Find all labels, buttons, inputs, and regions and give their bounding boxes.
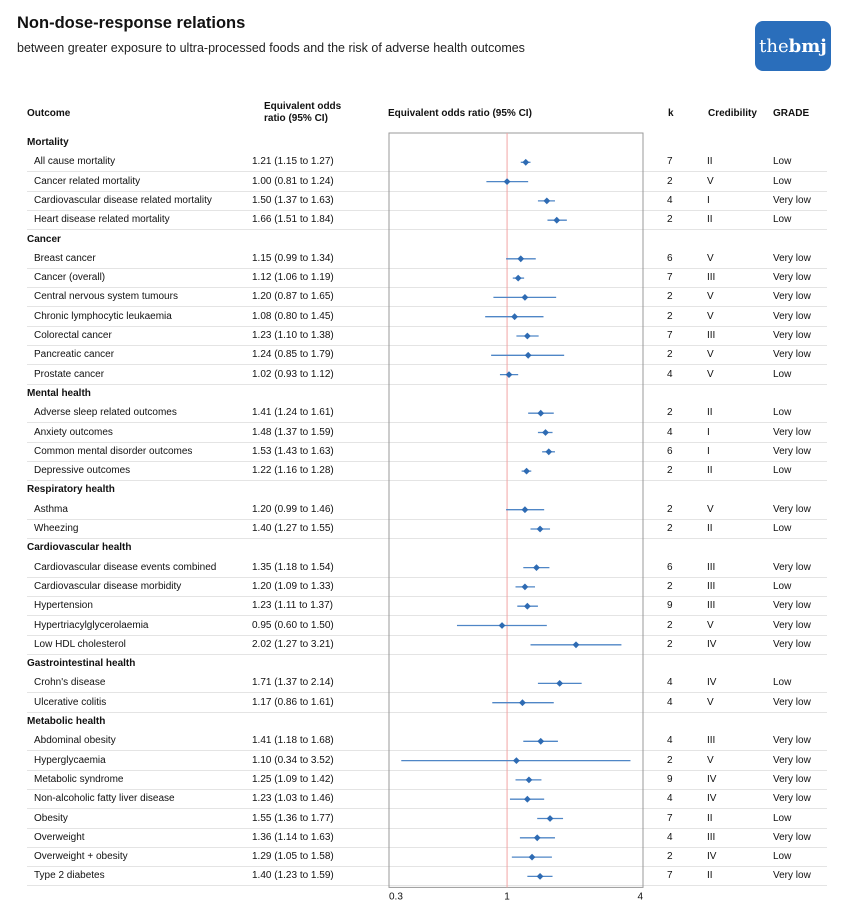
estimate-marker — [553, 217, 560, 224]
outcome-label: Depressive outcomes — [34, 465, 131, 477]
estimate-marker — [511, 313, 518, 320]
estimate-marker — [524, 796, 531, 803]
grade-value: Low — [773, 812, 792, 824]
credibility-value: II — [707, 214, 713, 226]
k-value: 4 — [667, 831, 673, 843]
outcome-label: Hyperglycaemia — [34, 754, 106, 766]
outcome-label: Cancer (overall) — [34, 272, 106, 284]
odds-ratio-text: 1.25 (1.09 to 1.42) — [252, 773, 334, 785]
group-label: Gastrointestinal health — [27, 658, 136, 670]
grade-value: Very low — [773, 793, 811, 805]
k-value: 2 — [667, 349, 673, 361]
logo-prefix: the — [759, 35, 789, 57]
odds-ratio-text: 1.71 (1.37 to 2.14) — [252, 677, 334, 689]
credibility-value: IV — [707, 793, 717, 805]
group-label: Cancer — [27, 233, 61, 245]
odds-ratio-text: 1.02 (0.93 to 1.12) — [252, 368, 334, 380]
group-label: Metabolic health — [27, 716, 106, 727]
outcome-label: Crohn's disease — [34, 677, 106, 689]
outcome-label: Asthma — [34, 503, 68, 515]
odds-ratio-text: 1.29 (1.05 to 1.58) — [252, 851, 334, 863]
k-value: 4 — [667, 194, 673, 206]
outcome-label: Type 2 diabetes — [34, 870, 105, 882]
grade-value: Very low — [773, 735, 811, 747]
col-header-outcome: Outcome — [27, 108, 71, 119]
credibility-value: I — [707, 194, 710, 206]
k-value: 7 — [667, 272, 673, 284]
grade-value: Very low — [773, 773, 811, 785]
x-tick-label: 1 — [504, 891, 510, 903]
k-value: 2 — [667, 175, 673, 187]
k-value: 7 — [667, 330, 673, 341]
credibility-value: II — [707, 870, 713, 882]
estimate-marker — [556, 680, 563, 687]
grade-value: Very low — [773, 696, 811, 708]
credibility-value: V — [707, 696, 714, 708]
grade-value: Low — [773, 677, 792, 689]
grade-value: Very low — [773, 252, 811, 264]
odds-ratio-text: 1.21 (1.15 to 1.27) — [252, 156, 334, 168]
grade-value: Low — [773, 214, 792, 226]
estimate-marker — [529, 854, 536, 861]
outcome-label: Obesity — [34, 812, 68, 824]
credibility-value: V — [707, 754, 714, 766]
grade-value: Low — [773, 156, 792, 168]
grade-value: Very low — [773, 426, 811, 438]
grade-value: Low — [773, 175, 792, 187]
x-tick-label: 4 — [637, 891, 643, 903]
k-value: 4 — [667, 368, 673, 380]
grade-value: Very low — [773, 272, 811, 284]
credibility-value: V — [707, 503, 714, 515]
outcome-label: All cause mortality — [34, 156, 116, 168]
odds-ratio-text: 1.35 (1.18 to 1.54) — [252, 561, 334, 573]
grade-value: Very low — [773, 870, 811, 882]
col-header-plot: Equivalent odds ratio (95% CI) — [388, 108, 532, 119]
k-value: 2 — [667, 638, 673, 650]
outcome-label: Adverse sleep related outcomes — [34, 407, 177, 419]
k-value: 4 — [667, 426, 673, 438]
estimate-marker — [524, 333, 531, 340]
k-value: 2 — [667, 291, 673, 303]
group-label: Mental health — [27, 387, 91, 399]
estimate-marker — [526, 777, 533, 784]
outcome-label: Common mental disorder outcomes — [34, 445, 193, 457]
estimate-marker — [573, 641, 580, 648]
grade-value: Very low — [773, 349, 811, 361]
grade-value: Very low — [773, 619, 811, 631]
odds-ratio-text: 1.00 (0.81 to 1.24) — [252, 175, 334, 187]
estimate-marker — [534, 834, 541, 841]
outcome-label: Breast cancer — [34, 252, 96, 264]
odds-ratio-text: 1.10 (0.34 to 3.52) — [252, 754, 334, 766]
odds-ratio-text: 1.48 (1.37 to 1.59) — [252, 426, 334, 438]
odds-ratio-text: 1.41 (1.18 to 1.68) — [252, 735, 334, 747]
estimate-marker — [515, 275, 522, 282]
estimate-marker — [522, 159, 529, 166]
odds-ratio-text: 1.24 (0.85 to 1.79) — [252, 349, 334, 361]
odds-ratio-text: 1.50 (1.37 to 1.63) — [252, 194, 334, 206]
k-value: 2 — [667, 619, 673, 631]
grade-value: Very low — [773, 831, 811, 843]
odds-ratio-text: 1.12 (1.06 to 1.19) — [252, 272, 334, 284]
odds-ratio-text: 1.66 (1.51 to 1.84) — [252, 214, 334, 226]
x-tick-label: 0.3 — [389, 891, 403, 903]
estimate-marker — [523, 468, 530, 475]
outcome-label: Overweight + obesity — [34, 851, 128, 863]
estimate-marker — [522, 294, 529, 301]
outcome-label: Cardiovascular disease morbidity — [34, 580, 182, 592]
k-value: 6 — [667, 445, 673, 457]
estimate-marker — [522, 506, 529, 513]
k-value: 7 — [667, 812, 673, 824]
grade-value: Very low — [773, 503, 811, 515]
estimate-marker — [543, 198, 550, 205]
credibility-value: IV — [707, 773, 717, 785]
k-value: 4 — [667, 735, 673, 747]
credibility-value: II — [707, 465, 713, 477]
credibility-value: III — [707, 735, 716, 747]
credibility-value: I — [707, 426, 710, 438]
credibility-value: IV — [707, 638, 717, 650]
grade-value: Very low — [773, 310, 811, 322]
outcome-label: Low HDL cholesterol — [34, 638, 126, 650]
k-value: 7 — [667, 156, 673, 168]
odds-ratio-text: 0.95 (0.60 to 1.50) — [252, 619, 334, 631]
outcome-label: Cardiovascular disease events combined — [34, 561, 217, 573]
outcome-label: Colorectal cancer — [34, 330, 112, 341]
odds-ratio-text: 1.08 (0.80 to 1.45) — [252, 310, 334, 322]
k-value: 9 — [667, 773, 673, 785]
grade-value: Low — [773, 580, 792, 592]
credibility-value: III — [707, 580, 716, 592]
outcome-label: Pancreatic cancer — [34, 349, 115, 361]
credibility-value: V — [707, 252, 714, 264]
col-header-or-line1: Equivalent odds — [264, 101, 342, 112]
credibility-value: V — [707, 619, 714, 631]
k-value: 4 — [667, 696, 673, 708]
grade-value: Very low — [773, 330, 811, 341]
group-label: Mortality — [27, 137, 69, 148]
grade-value: Very low — [773, 600, 811, 612]
k-value: 2 — [667, 465, 673, 477]
group-label: Cardiovascular health — [27, 542, 132, 554]
odds-ratio-text: 1.55 (1.36 to 1.77) — [252, 812, 334, 824]
outcome-label: Hypertriacylglycerolaemia — [34, 619, 149, 631]
odds-ratio-text: 1.15 (0.99 to 1.34) — [252, 252, 334, 264]
outcome-label: Ulcerative colitis — [34, 696, 107, 708]
k-value: 9 — [667, 600, 673, 612]
grade-value: Very low — [773, 561, 811, 573]
estimate-marker — [533, 564, 540, 571]
odds-ratio-text: 1.22 (1.16 to 1.28) — [252, 465, 334, 477]
odds-ratio-text: 1.53 (1.43 to 1.63) — [252, 445, 334, 457]
credibility-value: III — [707, 831, 716, 843]
credibility-value: V — [707, 175, 714, 187]
credibility-value: V — [707, 349, 714, 361]
credibility-value: II — [707, 407, 713, 419]
estimate-marker — [547, 815, 554, 822]
chart-subtitle: between greater exposure to ultra-processed foods and the risk of adverse health outcomes — [17, 41, 525, 55]
grade-value: Very low — [773, 194, 811, 206]
grade-value: Very low — [773, 638, 811, 650]
grade-value: Low — [773, 851, 792, 863]
estimate-marker — [522, 584, 529, 591]
col-header-grade: GRADE — [773, 108, 810, 119]
k-value: 2 — [667, 754, 673, 766]
estimate-marker — [537, 873, 544, 880]
chart-title: Non-dose-response relations — [17, 14, 246, 32]
odds-ratio-text: 1.41 (1.24 to 1.61) — [252, 407, 334, 419]
outcome-label: Anxiety outcomes — [34, 426, 113, 438]
k-value: 7 — [667, 870, 673, 882]
grade-value: Low — [773, 368, 792, 380]
credibility-value: II — [707, 523, 713, 534]
estimate-marker — [513, 757, 520, 764]
credibility-value: IV — [707, 677, 717, 689]
estimate-marker — [524, 603, 531, 610]
estimate-marker — [537, 738, 544, 745]
k-value: 2 — [667, 310, 673, 322]
odds-ratio-text: 1.17 (0.86 to 1.61) — [252, 696, 334, 708]
credibility-value: V — [707, 310, 714, 322]
odds-ratio-text: 1.20 (0.99 to 1.46) — [252, 503, 334, 515]
k-value: 2 — [667, 523, 673, 534]
estimate-marker — [517, 255, 524, 262]
grade-value: Very low — [773, 445, 811, 457]
outcome-label: Overweight — [34, 831, 85, 843]
k-value: 4 — [667, 677, 673, 689]
outcome-label: Metabolic syndrome — [34, 773, 124, 785]
credibility-value: V — [707, 368, 714, 380]
outcome-label: Cancer related mortality — [34, 175, 141, 187]
grade-value: Low — [773, 407, 792, 419]
credibility-value: IV — [707, 851, 717, 863]
credibility-value: II — [707, 156, 713, 168]
outcome-label: Non-alcoholic fatty liver disease — [34, 793, 175, 805]
odds-ratio-text: 1.23 (1.11 to 1.37) — [252, 600, 333, 612]
credibility-value: I — [707, 445, 710, 457]
k-value: 2 — [667, 503, 673, 515]
estimate-marker — [525, 352, 532, 359]
odds-ratio-text: 1.20 (1.09 to 1.33) — [252, 580, 334, 592]
group-label: Respiratory health — [27, 484, 115, 496]
logo-bold: bmj — [788, 35, 827, 57]
k-value: 2 — [667, 407, 673, 419]
grade-value: Low — [773, 523, 792, 534]
credibility-value: II — [707, 812, 713, 824]
credibility-value: III — [707, 600, 716, 612]
k-value: 4 — [667, 793, 673, 805]
odds-ratio-text: 1.20 (0.87 to 1.65) — [252, 291, 334, 303]
outcome-label: Hypertension — [34, 600, 93, 612]
outcome-label: Cardiovascular disease related mortality — [34, 194, 212, 206]
estimate-marker — [537, 410, 544, 417]
odds-ratio-text: 1.23 (1.10 to 1.38) — [252, 330, 334, 341]
k-value: 6 — [667, 252, 673, 264]
k-value: 2 — [667, 214, 673, 226]
estimate-marker — [504, 178, 511, 185]
odds-ratio-text: 1.23 (1.03 to 1.46) — [252, 793, 334, 805]
estimate-marker — [542, 429, 549, 436]
outcome-label: Central nervous system tumours — [34, 291, 178, 303]
grade-value: Very low — [773, 754, 811, 766]
odds-ratio-text: 2.02 (1.27 to 3.21) — [252, 638, 334, 650]
credibility-value: III — [707, 561, 716, 573]
grade-value: Low — [773, 465, 792, 477]
outcome-label: Prostate cancer — [34, 368, 105, 380]
outcome-label: Chronic lymphocytic leukaemia — [34, 310, 172, 322]
credibility-value: V — [707, 291, 714, 303]
col-header-or-line2: ratio (95% CI) — [264, 113, 328, 124]
col-header-credibility: Credibility — [708, 108, 757, 119]
k-value: 2 — [667, 580, 673, 592]
odds-ratio-text: 1.40 (1.27 to 1.55) — [252, 523, 334, 534]
outcome-label: Wheezing — [34, 523, 79, 534]
col-header-k: k — [668, 108, 674, 119]
k-value: 2 — [667, 851, 673, 863]
estimate-marker — [519, 699, 526, 706]
odds-ratio-text: 1.40 (1.23 to 1.59) — [252, 870, 334, 882]
credibility-value: III — [707, 272, 716, 284]
estimate-marker — [499, 622, 506, 629]
k-value: 6 — [667, 561, 673, 573]
outcome-label: Abdominal obesity — [34, 735, 116, 747]
estimate-marker — [537, 526, 544, 533]
grade-value: Very low — [773, 291, 811, 303]
credibility-value: III — [707, 330, 716, 341]
estimate-marker — [545, 448, 552, 455]
outcome-label: Heart disease related mortality — [34, 214, 170, 226]
odds-ratio-text: 1.36 (1.14 to 1.63) — [252, 831, 334, 843]
